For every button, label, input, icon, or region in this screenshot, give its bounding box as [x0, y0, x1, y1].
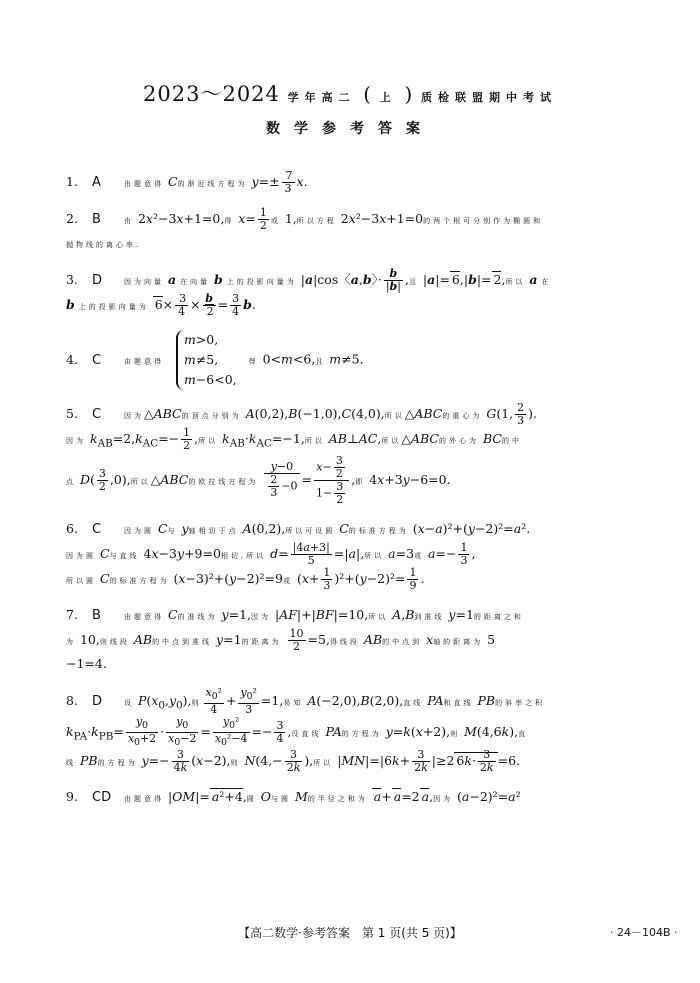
inequality-system: m>0, m≠5, m−6<0, — [176, 330, 237, 390]
page-title — [0, 78, 700, 108]
answer-number: 9. — [66, 789, 78, 805]
title-part2: 质检联盟期中考试 — [420, 91, 557, 104]
answer-4: 4. C 由题意得 m>0, m≠5, m−6<0, 得 0<m<6,且 m≠5. — [66, 330, 634, 390]
answer-choice: D — [92, 693, 103, 709]
answer-3: 3. D 因为向量 a 在向量 b 上的投影向量为 |a|cos〈a,b〉· $\frac{b}{|b|}$ ,且 |a|= 6,|b|= 2,所以 a 在 b 上的投影向量为 6× $\frac{3}{4}$ × $\frac{b}{2}$ = $\frac{3}{4}$ b. — [66, 268, 552, 318]
answer-1: 1. A 由题意得 C的渐近线方程为 y=± $\frac{7}{3}$ x. — [66, 170, 308, 195]
answer-8: 8. D 设 $P(x_0,y_0)$,则 $\frac{x_0^2}{4}$ + $\frac{y_0^2}{3}$ =1,易知 A(−2,0),B(2,0),直线 PA和直线 PB的斜率之积 $k_{PA}\cdot k_{PB}=$ $\frac{y_0}{x_0+2}$ · $\frac{y_0}{x_0-2}$ = $\frac{y_0^2}{x_0^2-4}$ =− $\frac{3}{4}$ ,设直线 PA的方程为 y=k(x+2),则 M(4,6k),直 线 PB的方程为 y=− $\frac{3}{4k}$ (x−2),则 N(4,− $\frac{3}{2k}$ ),所以 |MN|=|6k+ $\frac{3}{2k}$ |≥2 6k· $\frac{3}{2k}$ =6. — [66, 686, 546, 775]
answer-number: 4. — [66, 351, 78, 367]
page-subtitle: 数学参考答案 — [266, 121, 434, 137]
footer-code: · 24－104B · — [610, 926, 678, 939]
answer-choice: C — [92, 521, 102, 537]
title-part1: 学年高二 — [287, 91, 356, 104]
title-years: 2023～2024 — [143, 82, 280, 106]
answer-number: 6. — [66, 520, 78, 536]
answer-5: 5. C 因为△ABC的顶点分别为 A(0,2),B(−1,0),C(4,0),所以△ABC的重心为 G(1, $\frac{2}{3}$ ). 因为 $k_{AB}=2,k_{AC}=-$ $\frac{1}{2}$ ,所以 $k_{AB}\cdot k_{AC}=-1$,所以 AB⊥AC,所以△ABC的外心为 BC的中 点 D( $\frac{3}{2}$ ,0),所以△ABC的欧拉线方程为 y−0 $\frac{2}{3}$ −0 = x− $\frac{3}{2}$ 1− $\frac{3}{2}$ ,即 4x+3y−6=0. — [66, 402, 538, 506]
title-paren-open: ( — [363, 82, 373, 106]
answer-number: 5. — [66, 406, 78, 421]
answer-choice: A — [92, 175, 101, 190]
answer-7: 7. B 由题意得 C的准线为 y=1,因为 |AF|+|BF|=10,所以 A,B到准线 y=1的距离之和 为 10,则线段 AB的中点到准线 y=1的距离为 $\frac{10}{2}$ =5,得线段 AB的中点到 x轴的距离为 5 −1=4. — [66, 604, 634, 675]
page-footer: 【高二数学·参考答案 第 1 页(共 5 页)】 — [238, 926, 462, 940]
answer-choice: B — [92, 212, 101, 227]
answer-number: 2. — [66, 211, 78, 226]
answer-choice: CD — [92, 790, 112, 806]
answer-choice: B — [92, 607, 101, 623]
answer-number: 1. — [66, 174, 78, 189]
title-paren-close: ) — [404, 82, 414, 106]
answer-list — [66, 170, 634, 822]
answer-number: 7. — [66, 606, 78, 622]
answer-choice: D — [92, 273, 103, 288]
answer-9: 9. CD 由题意得 |OM|= a²+4,圆 O与圆 M的半径之和为 a+ a=2 a,因为 (a−2)²=a² — [66, 786, 634, 810]
answer-choice: C — [92, 407, 102, 422]
answer-6: 6. C 因为圆 C与 y轴相切于点 A(0,2),所以可设圆 C的标准方程为 (x−a)²+(y−2)²=a². 因为圆 C与直线 4x−3y+9=0相切,所以 d= $\frac{|4a+3|}{5}$ =|a|,所以 a=3或 a=− $\frac{1}{3}$ , 所以圆 C的标准方程为 (x−3)²+(y−2)²=9或 (x+ $\frac{1}{3}$ )²+(y−2)²= $\frac{1}{9}$ . — [66, 518, 634, 592]
answer-number: 3. — [66, 272, 78, 287]
title-term: 上 — [379, 91, 397, 104]
answer-number: 8. — [66, 692, 78, 708]
answer-choice: C — [92, 352, 102, 368]
answer-2: 2. B 由 2x²−3x+1=0,得 x= $\frac{1}{2}$ 或 1,所以方程 2x²−3x+1=0的两个根可分别作为椭圆和 抛物线的离心率. — [66, 207, 544, 249]
